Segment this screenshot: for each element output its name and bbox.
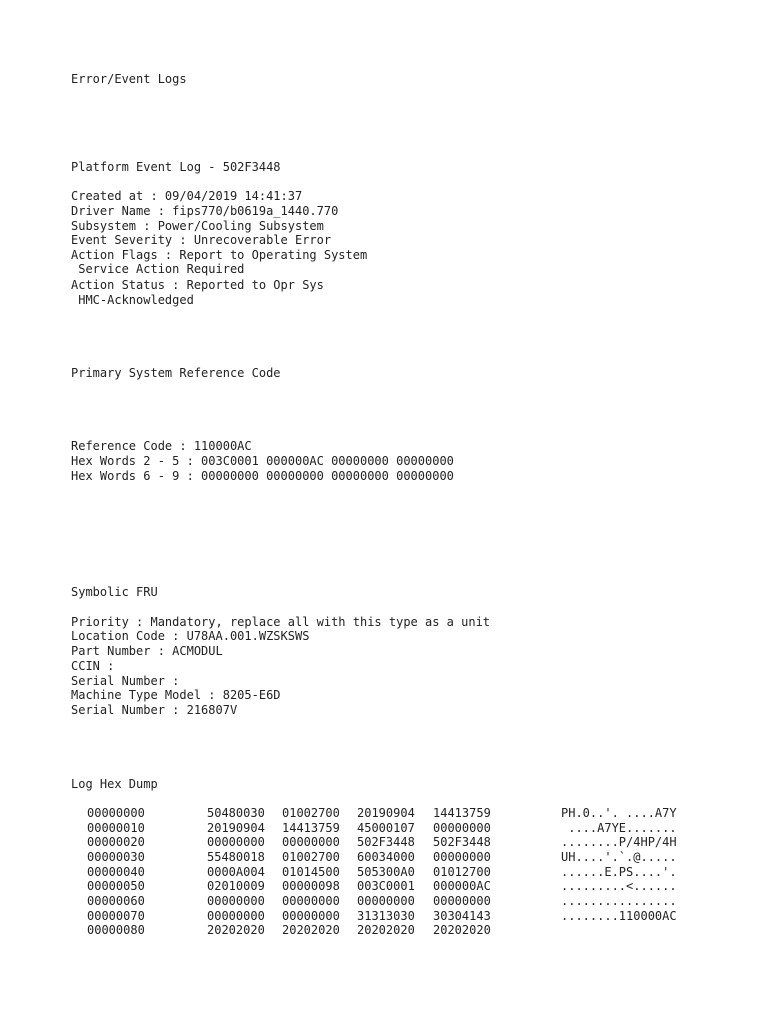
src-heading: Primary System Reference Code [71,366,281,380]
hex-ascii: ................ [561,894,677,908]
hex-word: 003C0001 [357,879,415,893]
hex-word: 00000000 [357,894,415,908]
hex-ascii: ........110000AC [561,909,677,923]
hex-words-2-5-field: Hex Words 2 - 5 : 003C0001 000000AC 00000000 00000000 [71,454,454,468]
reference-code-field: Reference Code : 110000AC [71,439,252,453]
hex-word: 505300A0 [357,865,415,879]
hex-word: 31313030 [357,909,415,923]
hex-offset: 00000040 [87,865,145,879]
platform-event-log-heading: Platform Event Log - 502F3448 [71,160,281,174]
hex-word: 01014500 [282,865,340,879]
hex-word: 14413759 [433,806,491,820]
priority-field: Priority : Mandatory, replace all with this type as a unit [71,615,491,629]
hex-word: 20202020 [433,923,491,937]
hex-word: 02010009 [207,879,265,893]
hex-word: 00000000 [282,909,340,923]
hex-word: 502F3448 [433,835,491,849]
created-at-field: Created at : 09/04/2019 14:41:37 [71,189,303,203]
hex-word: 20202020 [207,923,265,937]
hex-word: 00000000 [207,835,265,849]
hex-offset: 00000030 [87,850,145,864]
serial-number-field: Serial Number : 216807V [71,703,238,717]
hex-word: 20202020 [357,923,415,937]
hex-ascii: ....A7YE....... [561,821,677,835]
hex-ascii: ......E.PS....'. [561,865,677,879]
hex-word: 0000A004 [207,865,265,879]
subsystem-field: Subsystem : Power/Cooling Subsystem [71,219,324,233]
hex-words-6-9-field: Hex Words 6 - 9 : 00000000 00000000 00000000 00000000 [71,469,454,483]
hex-ascii: PH.0..'. ....A7Y [561,806,677,820]
location-code-field: Location Code : U78AA.001.WZSKSWS [71,629,310,643]
hex-word: 50480030 [207,806,265,820]
hex-word: 01012700 [433,865,491,879]
hex-word: 00000098 [282,879,340,893]
hex-word: 20190904 [357,806,415,820]
page-title: Error/Event Logs [71,72,187,86]
hex-word: 000000AC [433,879,491,893]
driver-name-field: Driver Name : fips770/b0619a_1440.770 [71,204,339,218]
hex-word: 00000000 [282,835,340,849]
hex-offset: 00000050 [87,879,145,893]
hex-offset: 00000060 [87,894,145,908]
action-flags-continued: Service Action Required [71,262,245,276]
hex-word: 00000000 [282,894,340,908]
hex-ascii: UH....'.`.@..... [561,850,677,864]
hex-ascii: ........P/4HP/4H [561,835,677,849]
symbolic-fru-heading: Symbolic FRU [71,585,158,599]
hex-word: 20202020 [282,923,340,937]
hex-word: 14413759 [282,821,340,835]
hex-ascii: .........<...... [561,879,677,893]
hex-word: 30304143 [433,909,491,923]
event-severity-field: Event Severity : Unrecoverable Error [71,233,332,247]
hex-word: 60034000 [357,850,415,864]
hex-offset: 00000010 [87,821,145,835]
hex-offset: 00000000 [87,806,145,820]
hex-offset: 00000070 [87,909,145,923]
hex-offset: 00000080 [87,923,145,937]
hex-dump-heading: Log Hex Dump [71,777,158,791]
action-status-field: Action Status : Reported to Opr Sys [71,278,324,292]
action-status-continued: HMC-Acknowledged [71,293,194,307]
hex-word: 20190904 [207,821,265,835]
hex-word: 502F3448 [357,835,415,849]
ccin-field: CCIN : [71,659,115,673]
hex-word: 00000000 [433,821,491,835]
hex-offset: 00000020 [87,835,145,849]
part-number-field: Part Number : ACMODUL [71,644,223,658]
action-flags-field: Action Flags : Report to Operating System [71,248,368,262]
hex-word: 01002700 [282,850,340,864]
serial-number-empty-field: Serial Number : [71,674,180,688]
hex-word: 00000000 [433,894,491,908]
hex-word: 01002700 [282,806,340,820]
hex-word: 45000107 [357,821,415,835]
hex-word: 00000000 [433,850,491,864]
hex-word: 00000000 [207,909,265,923]
hex-word: 00000000 [207,894,265,908]
hex-word: 55480018 [207,850,265,864]
machine-type-model-field: Machine Type Model : 8205-E6D [71,688,281,702]
